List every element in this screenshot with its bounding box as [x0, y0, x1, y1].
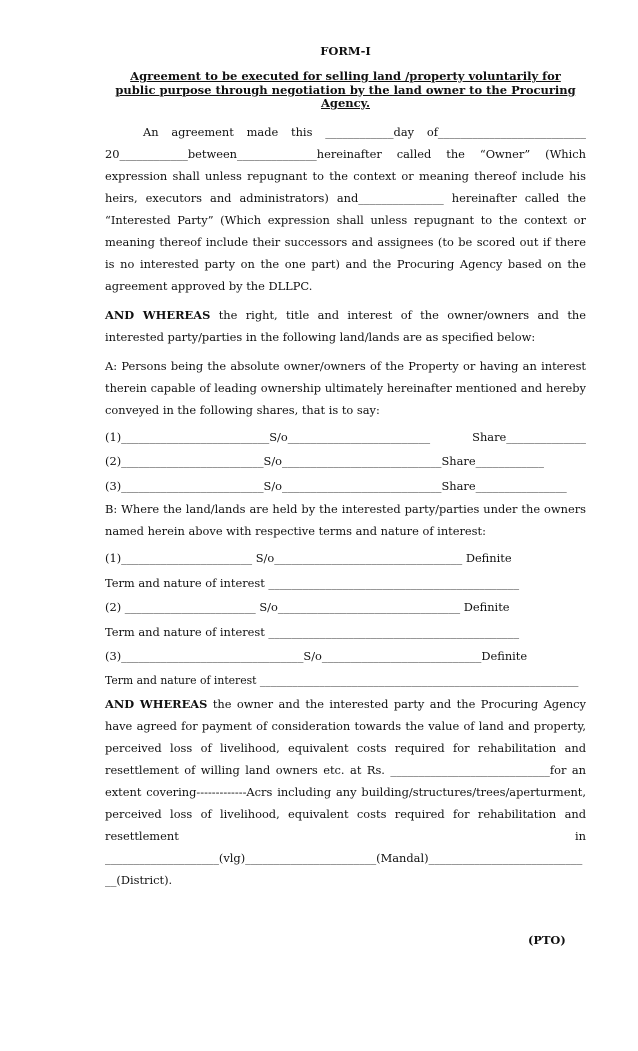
whereas-heading-1: AND WHEREAS	[105, 307, 211, 322]
interest-row-line: (2) _______________________ S/o________________________________ Definite	[105, 600, 510, 614]
section-b-paragraph: B: Where the land/lands are held by the interested party/parties under the owners named herein above with respective terms and nature of interest:	[105, 502, 586, 538]
intro-paragraph: An agreement made this ____________day of__________________________ 20____________between______________hereinafter called the “Owner” (Which expression shall unless repugnant to the context or meaning thereof include his heirs, executors and administrators) and_______________ hereinafter called the “Interested Party” (Which expression shall unless repugnant to the context or meaning thereof include their successors and assignees (to be scored out if there is no interested party on the one part) and the Procuring Agency based on the agreement approved by the DLLPC.	[105, 124, 586, 293]
whereas-paragraph-1	[105, 304, 586, 348]
share-row-owner: (1)__________________________S/o_________________________	[105, 429, 431, 444]
whereas-text-2: the owner and the interested party and the Procuring Agency have agreed for payment of consideration towards the value of land and property, perceived loss of livelihood, equivalent costs required for rehabilitation and resettlement of willing land owners etc. at Rs. ____________________________for an extent covering-------------Acrs including any building/structures/trees/aperturment, perceived loss of livelihood, equivalent costs required for rehabilitation and resettlement in ____________________(vlg)_______________________(Mandal)___________________________ __(District).	[105, 697, 586, 887]
share-row-share: Share______________	[472, 429, 586, 444]
share-row	[105, 425, 586, 450]
share-row: (3)_________________________S/o____________________________Share________________	[105, 478, 567, 493]
interest-row-term: Term and nature of interest ____________________________________________	[105, 624, 520, 639]
share-row: (2)_________________________S/o____________________________Share____________	[105, 454, 544, 468]
whereas-heading-2: AND WHEREAS	[105, 697, 208, 711]
whereas-text-1: the right, title and interest of the owner/owners and the interested party/parties in the following land/lands are as specified below:	[105, 307, 586, 344]
interest-row-term: Term and nature of interest ____________________________________________	[105, 575, 520, 590]
interest-row-term: Term and nature of interest ___________________________________________________________	[105, 673, 579, 687]
whereas-paragraph-2	[105, 693, 586, 891]
interest-row-line: (1)_______________________ S/o_________________________________ Definite	[105, 551, 512, 565]
pto-label: (PTO)	[528, 933, 566, 947]
form-title: FORM-I	[320, 44, 371, 58]
interest-row-line: (3)________________________________S/o____________________________Definite	[105, 649, 528, 663]
document-page	[105, 44, 586, 891]
form-subtitle: Agreement to be executed for selling land /property voluntarily for public purpose through negotiation by the land owner to the Procuring Agency.	[115, 69, 576, 110]
section-a-paragraph: A: Persons being the absolute owner/owners of the Property or having an interest therein capable of leading ownership ultimately hereinafter mentioned and hereby conveyed in the following shares, that is to say:	[105, 358, 586, 417]
